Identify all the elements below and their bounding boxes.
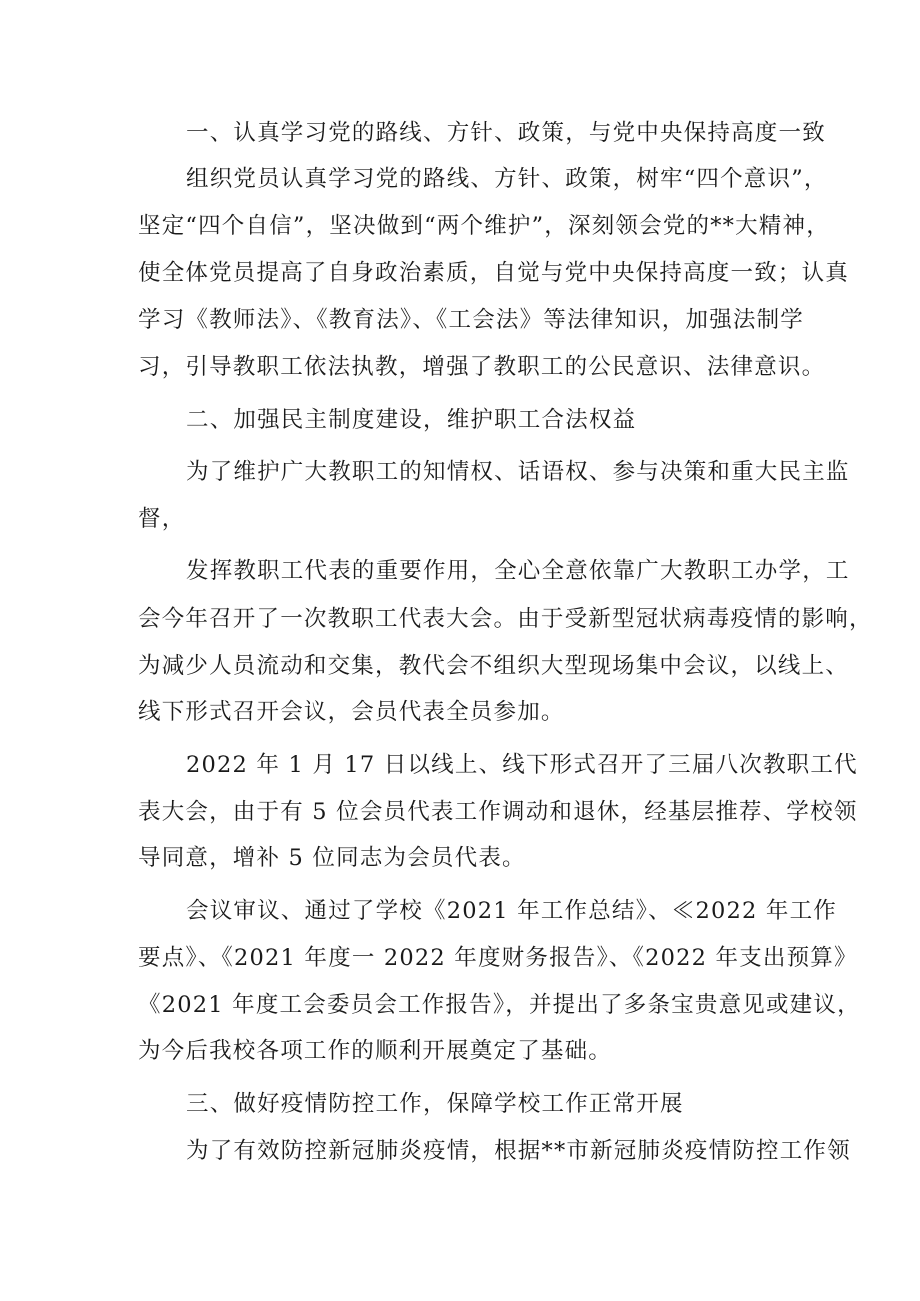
paragraph-line: 表大会，由于有 5 位会员代表工作调动和退休，经基层推荐、学校领 xyxy=(138,799,858,825)
paragraph-line: 线下形式召开会议，会员代表全员参加。 xyxy=(138,699,565,725)
paragraph-line: 发挥教职工代表的重要作用，全心全意依靠广大教职工办学，工 xyxy=(186,558,850,584)
paragraph-line: 坚定“四个自信”，坚决做到“两个维护”，深刻领会党的**大精神， xyxy=(138,213,830,239)
heading-section-1: 一、认真学习党的路线、方针、政策，与党中央保持高度一致 xyxy=(186,120,826,146)
heading-section-3: 三、做好疫情防控工作，保障学校工作正常开展 xyxy=(186,1091,684,1117)
paragraph-line: 要点》、《2021 年度一 2022 年度财务报告》、《2022 年支出预算》 xyxy=(138,945,858,971)
paragraph-line: 学习《教师法》、《教育法》、《工会法》等法律知识，加强法制学 xyxy=(138,307,805,333)
paragraph-line: 导同意，增补 5 位同志为会员代表。 xyxy=(138,845,526,871)
paragraph-line: 会议审议、通过了学校《2021 年工作总结》、≪2022 年工作 xyxy=(186,898,837,924)
paragraph-line: 习，引导教职工依法执教，增强了教职工的公民意识、法律意识。 xyxy=(138,354,826,380)
paragraph-line: 使全体党员提高了自身政治素质，自觉与党中央保持高度一致；认真 xyxy=(138,260,850,286)
paragraph-line: 为减少人员流动和交集，教代会不组织大型现场集中会议，以线上、 xyxy=(138,653,850,679)
heading-section-2: 二、加强民主制度建设，维护职工合法权益 xyxy=(186,407,637,433)
paragraph-line: 督， xyxy=(138,506,186,532)
paragraph-line: 为今后我校各项工作的顺利开展奠定了基础。 xyxy=(138,1038,613,1064)
paragraph-line: 为了有效防控新冠肺炎疫情，根据**市新冠肺炎疫情防控工作领 xyxy=(186,1138,851,1164)
paragraph-line: 2022 年 1 月 17 日以线上、线下形式召开了三届八次教职工代 xyxy=(186,752,858,778)
paragraph-line: 组织党员认真学习党的路线、方针、政策，树牢“四个意识”， xyxy=(186,166,828,192)
paragraph-line: 会今年召开了一次教职工代表大会。由于受新型冠状病毒疫情的影响， xyxy=(138,606,873,632)
paragraph-line: 为了维护广大教职工的知情权、话语权、参与决策和重大民主监 xyxy=(186,459,850,485)
paragraph-line: 《2021 年度工会委员会工作报告》，并提出了多条宝贵意见或建议， xyxy=(138,992,861,1018)
